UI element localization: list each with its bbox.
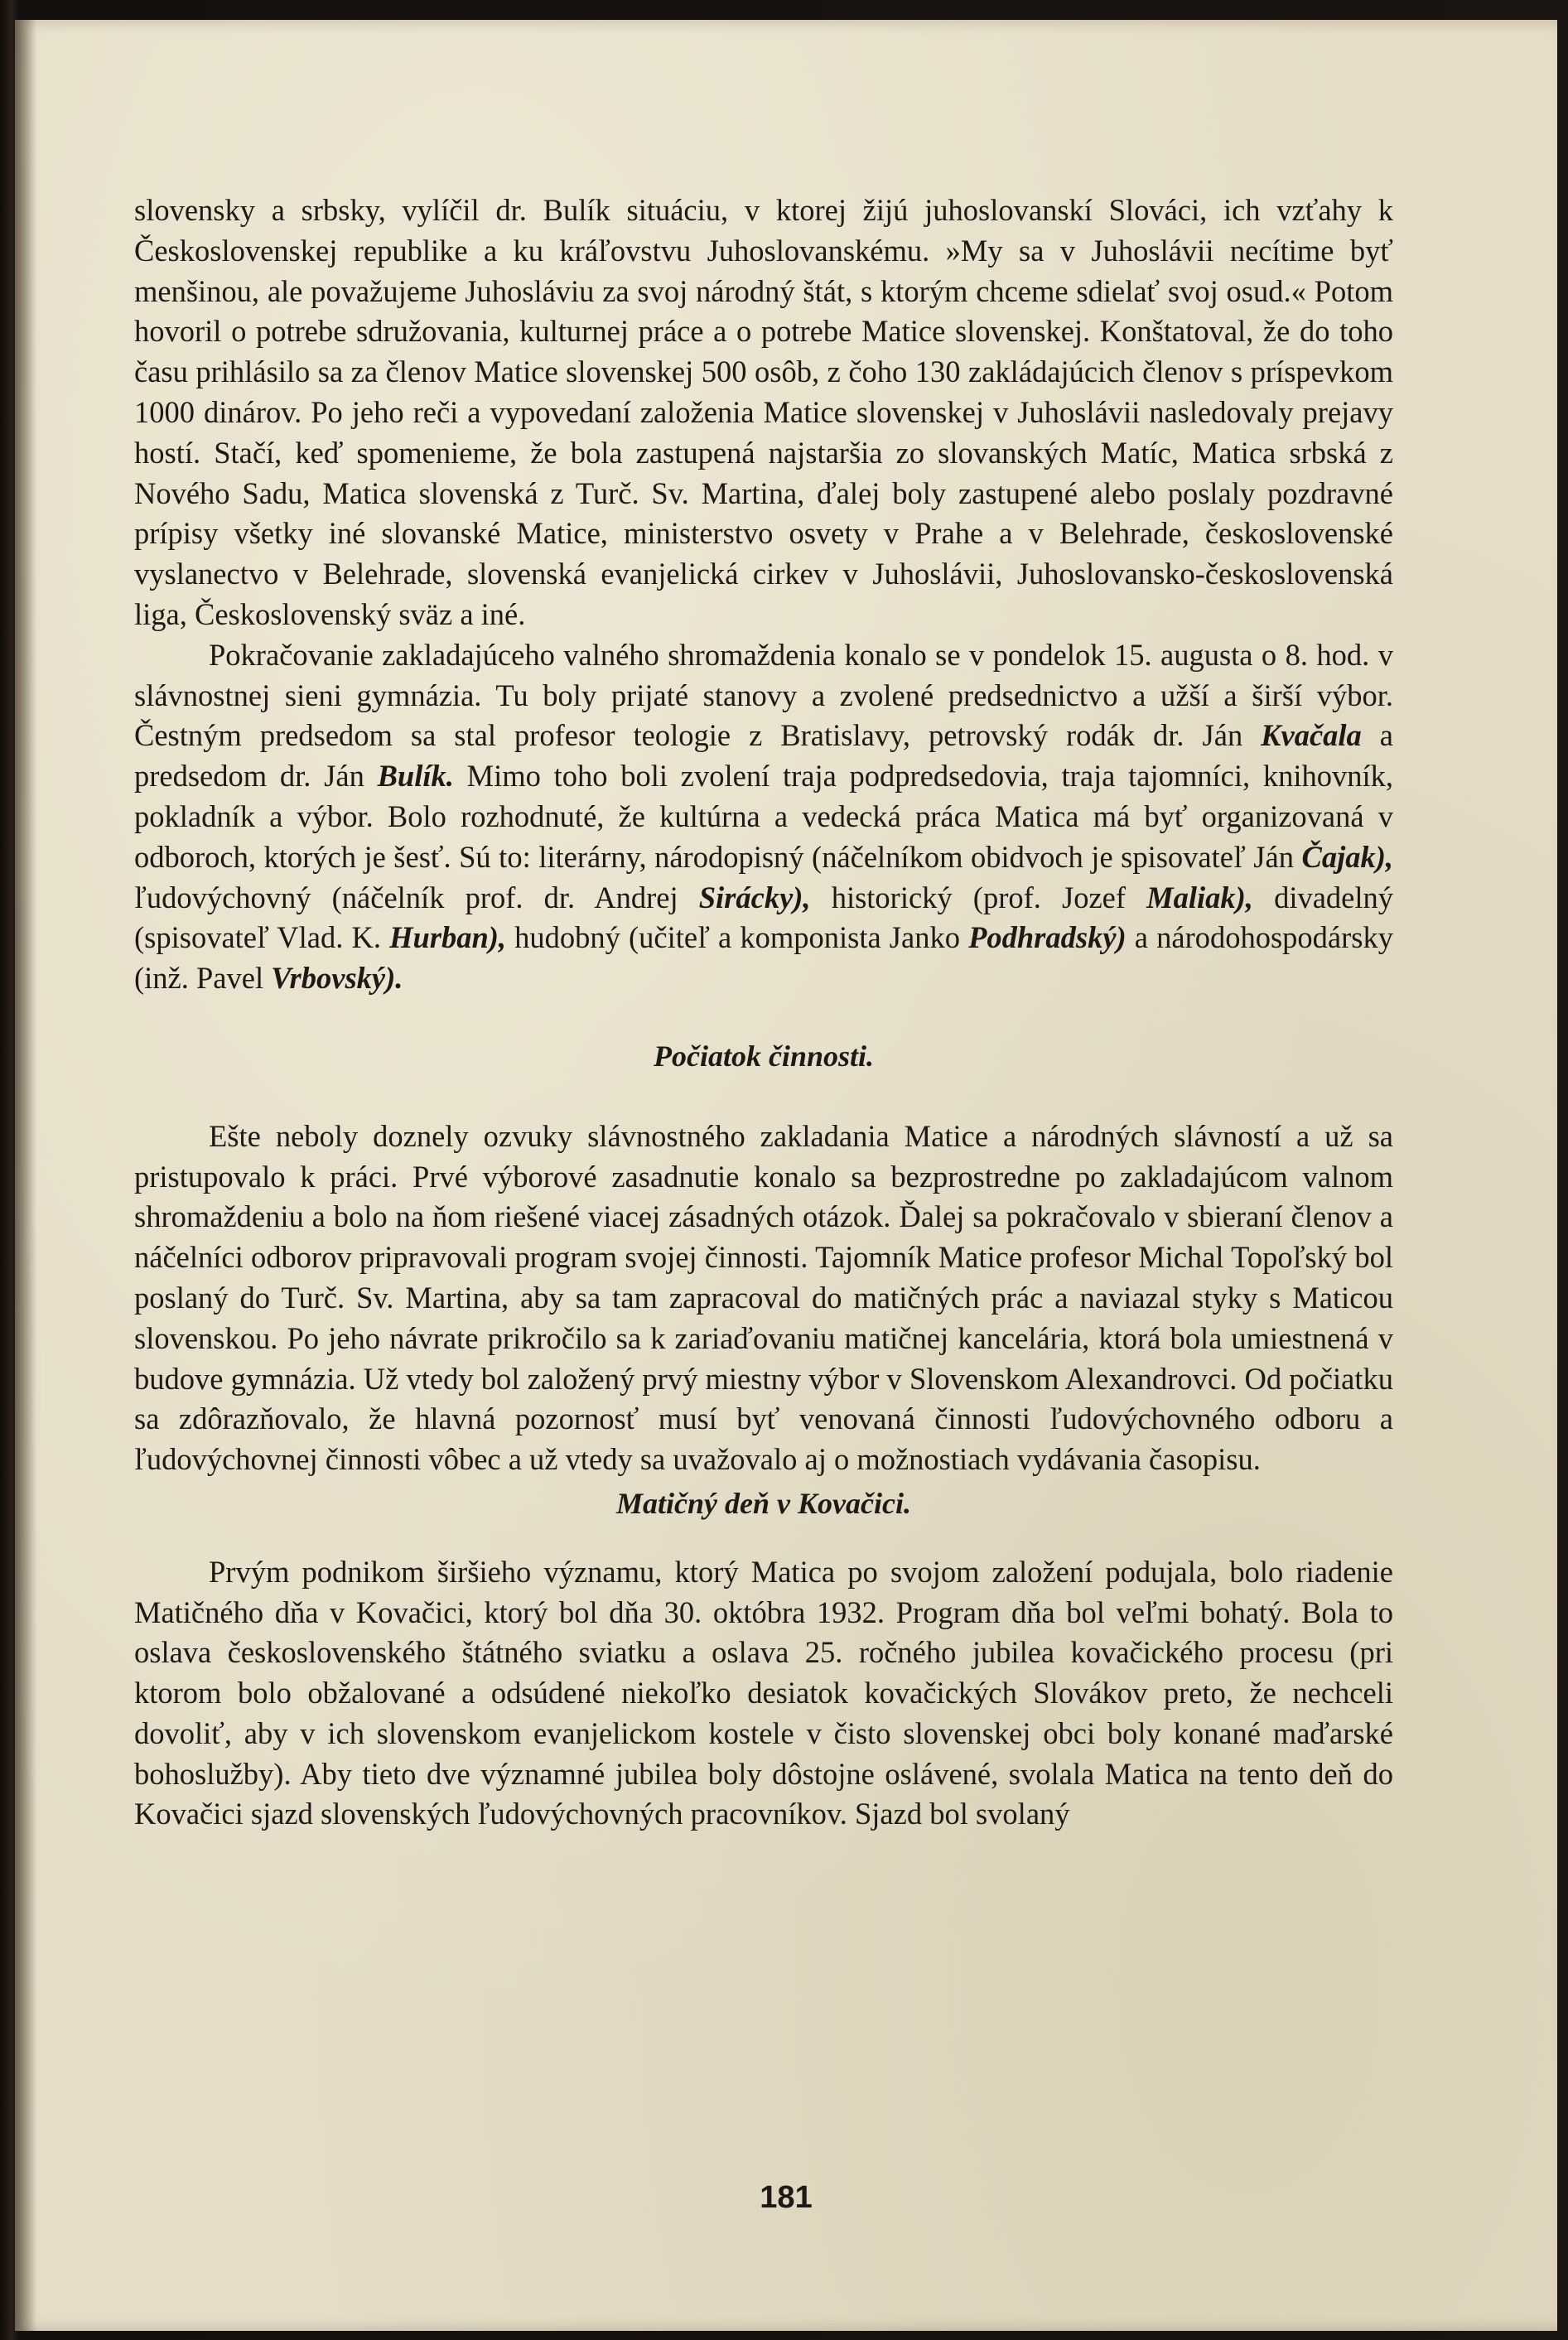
italic-name: Hurban), (389, 920, 507, 955)
body-text (134, 191, 1393, 1835)
text-run: a národohospodársky (inž. Pavel (134, 920, 1393, 996)
text-run: historický (prof. Jozef (810, 880, 1147, 914)
paragraph-4: Prvým podnikom širšieho významu, ktorý Matica po svojom založení podujala, bolo riadenie Matičného dňa v Kovačici, ktorý bol dňa 30. októbra 1932. Program dňa bol veľmi bohatý. Bola to oslava československého štátného sviatku a oslava 25. ročného jubilea kovačického procesu (pri ktorom bolo obžalované a odsúdené niekoľko desiatok kovačických Slovákov preto, že nechceli dovoliť, aby v ich slovenskom evanjelickom kostele v čisto slovenskej obci boly konané maďarské bohoslužby). Aby tieto dve významné jubilea boly dôstojne oslávené, svolala Matica na tento deň do Kovačici sjazd slovenských ľudovýchovných pracovníkov. Sjazd bol svolaný (134, 1554, 1393, 1831)
paragraph-3: Ešte neboly doznely ozvuky slávnostného zakladania Matice a národných slávností a už sa pristupovalo k práci. Prvé výborové zasadnutie konalo sa bezprostredne po zakladajúcom valnom shromaždeniu a bolo na ňom riešené viacej zásadných otázok. Ďalej sa pokračovalo v sbieraní členov a náčelníci odborov pripravovali program svojej činnosti. Tajomník Matice profesor Michal Topoľský bol poslaný do Turč. Sv. Martina, aby sa tam zapracoval do matičných prác a naviazal styky s Maticou slovenskou. Po jeho návrate prikročilo sa k zariaďovaniu matičnej kancelária, ktorá bola umiestnená v budove gymnázia. Už vtedy bol založený prvý miestny výbor v Slovenskom Alexandrovci. Od počiatku sa zdôrazňovalo, že hlavná pozornosť musí byť venovaná činnosti ľudovýchovného odboru a ľudovýchovnej činnosti vôbec a už vtedy sa uvažovalo aj o možnostiach vydávania časopisu. (134, 1118, 1393, 1477)
italic-name: Kvačala (1261, 718, 1362, 753)
book-page (15, 20, 1557, 2331)
paragraph-1: slovensky a srbsky, vylíčil dr. Bulík situáciu, v ktorej žijú juhoslovanskí Slováci, ich vzťahy k Československej republike a ku kráľovstvu Juhoslovanskému. »My sa v Juhoslávii necítime byť menšinou, ale považujeme Juhosláviu za svoj národný štát, s ktorým chceme sdielať svoj osud.« Potom hovoril o potrebe sdružovania, kulturnej práce a o potrebe Matice slovenskej. Konštatoval, že do toho času prihlásilo sa za členov Matice slovenskej 500 osôb, z čoho 130 zakládajúcich členov s príspevkom 1000 dinárov. Po jeho reči a vypovedaní založenia Matice slovenskej v Juhoslávii nasledovaly prejavy hostí. Stačí, keď spomenieme, že bola zastupená najstaršia zo slovanských Matíc, Matica srbská z Nového Sadu, Matica slovenská z Turč. Sv. Martina, ďalej boly zastupené alebo poslaly pozdravné prípisy všetky iné slovanské Matice, ministerstvo osvety v Prahe a v Belehrade, československé vyslanectvo v Belehrade, slovenská evanjelická cirkev v Juhoslávii, Juhoslovansko-československá liga, Československý sväz a iné. (134, 193, 1393, 631)
italic-name: Čajak), (1301, 839, 1393, 874)
text-run: ľudovýchovný (náčelník prof. dr. Andrej (134, 880, 699, 914)
italic-name: Vrbovský). (271, 961, 403, 996)
italic-name: Podhradský) (968, 920, 1127, 955)
gutter-shadow (15, 20, 36, 2331)
paragraph-2 (134, 635, 1393, 999)
text-run: hudobný (učiteľ a komponista Janko (506, 920, 969, 955)
section-heading-pociatok: Počiatok činnosti. (653, 1039, 874, 1073)
text-run: a predsedom dr. Ján (134, 718, 1393, 794)
italic-name: Maliak), (1146, 880, 1253, 914)
text-run: Mimo toho boli zvolení traja podpredsedovia, traja tajomníci, knihovník, pokladník a výbor. Bolo rozhodnuté, že kultúrna a vedecká práca Matica má byť organizovaná v odboroch, ktorých je šesť. Sú to: literárny, národopisný (náčelníkom obidvoch je spisovateľ Ján (134, 759, 1393, 874)
italic-name: Sirácky), (698, 880, 811, 914)
text-run: Pokračovanie zakladajúceho valného shromaždenia konalo se v pondelok 15. augusta o 8. hod. v slávnostnej sieni gymnázia. Tu boly prijaté stanovy a zvolené predsednictvo a užší a širší výbor. Čestným predsedom sa stal profesor teologie z Bratislavy, petrovský rodák dr. Ján (134, 637, 1393, 753)
italic-name: Bulík. (377, 759, 454, 794)
page-number: 181 (760, 2180, 813, 2215)
section-heading-maticny-den: Matičný deň v Kovačici. (616, 1486, 911, 1520)
text-run: divadelný (spisovateľ Vlad. K. (134, 880, 1393, 955)
